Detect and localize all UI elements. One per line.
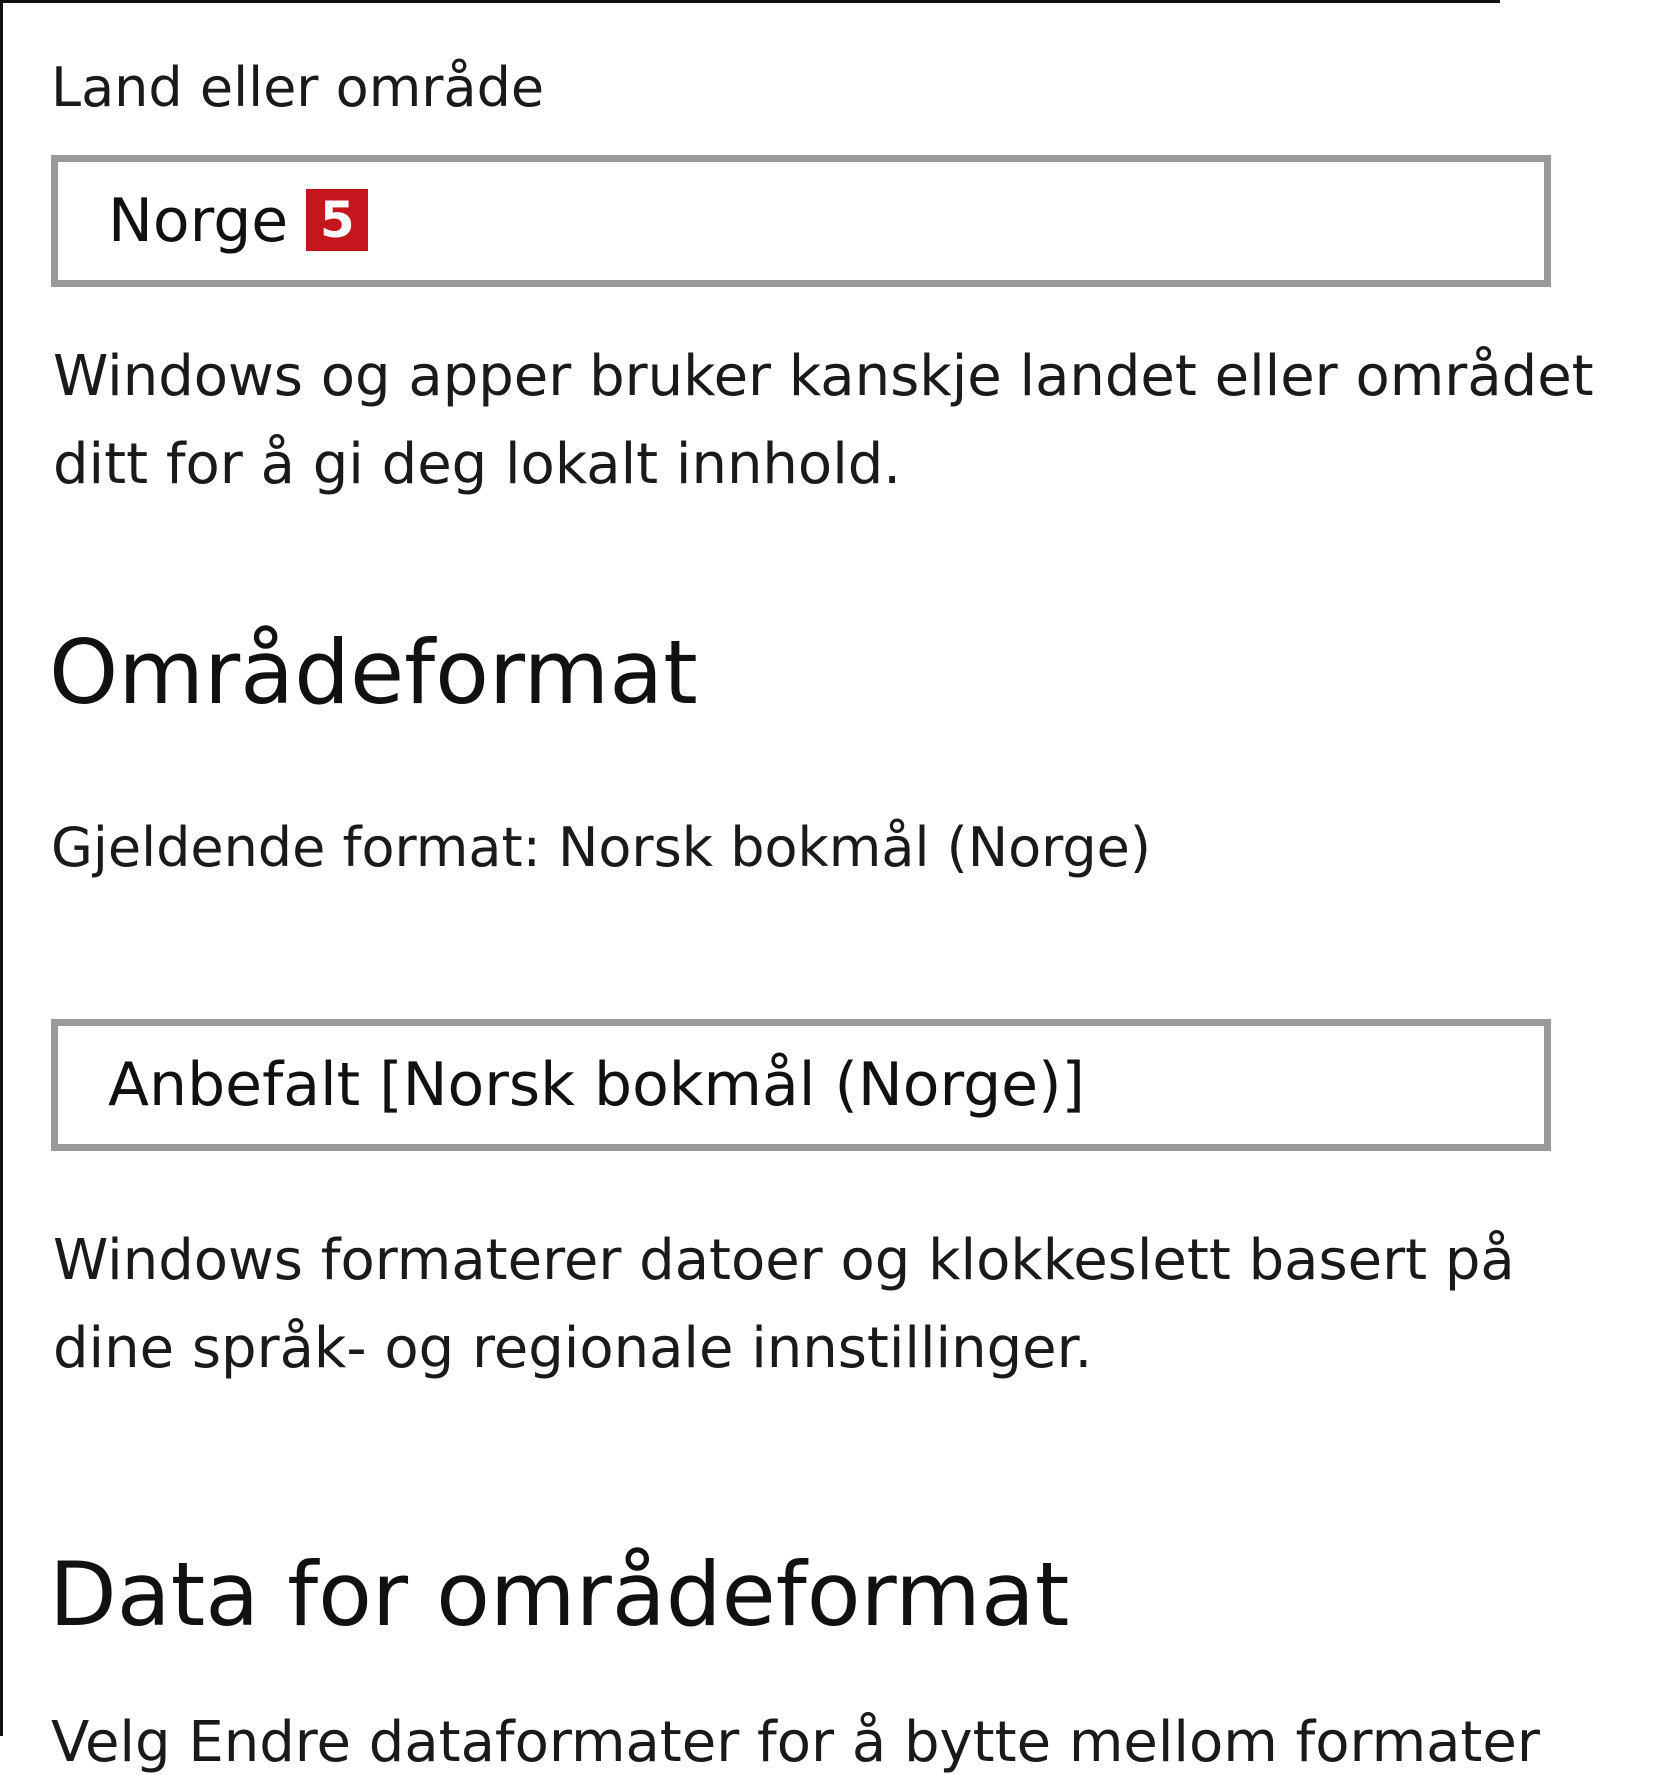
country-label: Land eller område [51, 56, 545, 119]
regional-data-description: Velg Endre dataformater for å bytte mellom formater [51, 1710, 1540, 1775]
regional-format-dropdown-value: Anbefalt [Norsk bokmål (Norge)] [108, 1050, 1085, 1120]
regional-format-dropdown[interactable] [51, 1019, 1551, 1151]
country-dropdown-value [108, 162, 368, 280]
country-selected-text: Norge [108, 186, 289, 256]
current-format-label: Gjeldende format: Norsk bokmål (Norge) [51, 816, 1151, 879]
regional-data-heading: Data for områdeformat [49, 1543, 1070, 1646]
country-dropdown[interactable] [51, 155, 1551, 287]
regional-format-heading: Områdeformat [49, 621, 698, 724]
step-badge: 5 [306, 189, 368, 251]
regional-format-description: Windows formaterer datoer og klokkeslett basert på dine språk- og regionale innstillinger. [53, 1228, 1515, 1381]
country-description: Windows og apper bruker kanskje landet eller området ditt for å gi deg lokalt innhold. [53, 344, 1594, 497]
